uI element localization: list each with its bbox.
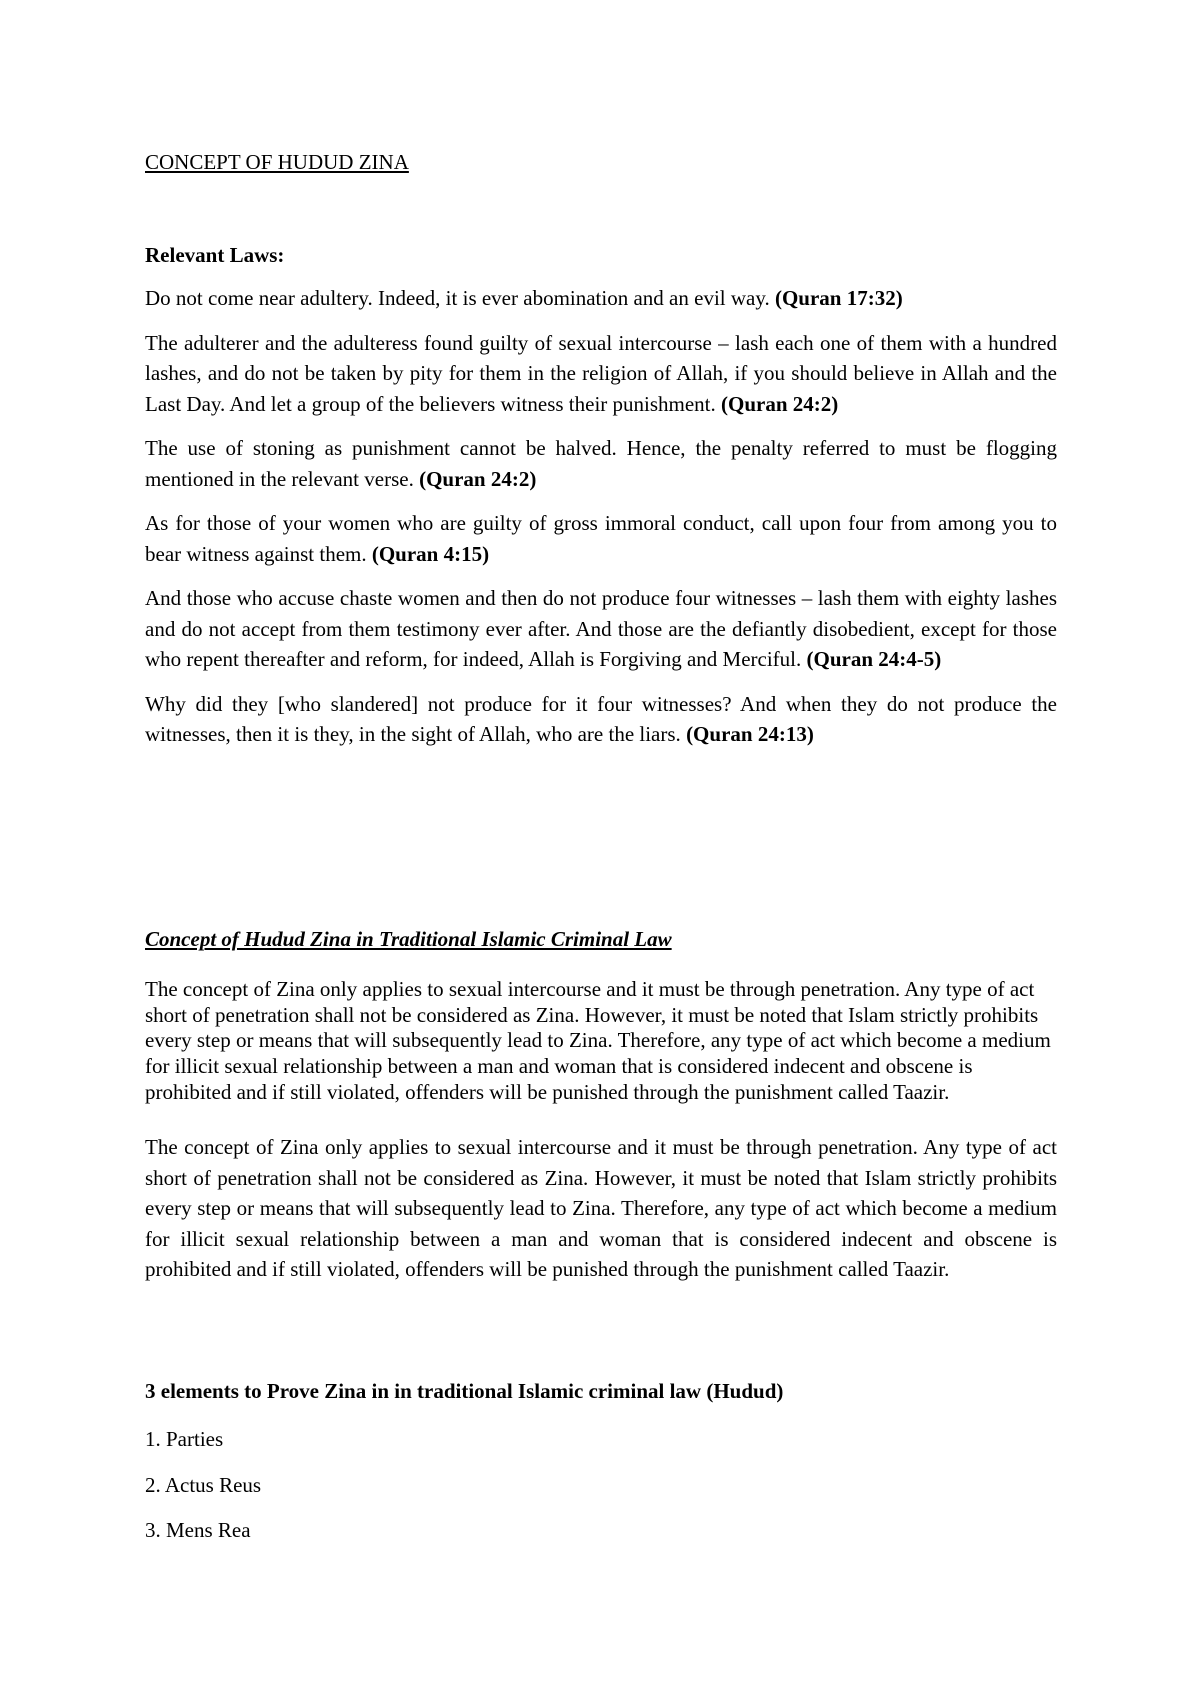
quran-reference: (Quran 24:4-5) (806, 647, 942, 671)
quran-reference: (Quran 4:15) (371, 541, 490, 566)
law-paragraph (145, 583, 1057, 675)
list-item: 1. Parties (145, 1427, 224, 1451)
concept-section-heading: Concept of Hudud Zina in Traditional Islamic Criminal Law (145, 927, 672, 951)
relevant-laws-heading: Relevant Laws: (145, 243, 285, 267)
law-paragraph (145, 328, 1057, 420)
quran-reference: (Quran 17:32) (774, 286, 903, 310)
law-paragraph (145, 508, 1057, 569)
law-text: The use of stoning as punishment cannot be halved. Hence, the penalty referred to must be flogging mentioned in the relevant verse. (145, 436, 1057, 491)
concept-paragraph: The concept of Zina only applies to sexual intercourse and it must be through penetration. Any type of act short of penetration shall not be considered as Zina. However, it must be noted that Islam strictly prohibits every step or means that will subsequently lead to Zina. Therefore, any type of act which become a medium for illicit sexual relationship between a man and woman that is considered indecent and obscene is prohibited and if still violated, offenders will be punished through the punishment called Taazir. (145, 1135, 1057, 1281)
law-text: Do not come near adultery. Indeed, it is ever abomination and an evil way. (145, 286, 775, 310)
relevant-laws-list (145, 283, 1057, 764)
law-paragraph (145, 433, 1057, 494)
law-text: As for those of your women who are guilty of gross immoral conduct, call upon four from among you to bear witness against them. (145, 511, 1057, 566)
law-text: And those who accuse chaste women and then do not produce four witnesses – lash them with eighty lashes and do not accept from them testimony ever after. And those are the defiantly disobedient, except for those who repent thereafter and reform, for indeed, Allah is Forgiving and Merciful. (145, 586, 1057, 671)
quran-reference: (Quran 24:2) (721, 391, 839, 416)
law-paragraph (145, 689, 1057, 750)
list-item: 3. Mens Rea (145, 1518, 251, 1542)
quran-reference: (Quran 24:13) (686, 722, 814, 746)
list-item: 2. Actus Reus (145, 1472, 262, 1497)
document-title: CONCEPT OF HUDUD ZINA (145, 150, 409, 174)
elements-list (145, 1424, 261, 1561)
law-paragraph (145, 283, 1057, 314)
quran-reference: (Quran 24:2) (419, 466, 537, 491)
law-text: Why did they [who slandered] not produce for it four witnesses? And when they do not produce the witnesses, then it is they, in the sight of Allah, who are the liars. (145, 691, 1057, 746)
elements-heading: 3 elements to Prove Zina in in traditional Islamic criminal law (Hudud) (145, 1379, 784, 1403)
concept-paragraph: The concept of Zina only applies to sexual intercourse and it must be through penetration. Any type of act short of penetration shall not be considered as Zina. However, it must be noted that Islam strictly prohibits every step or means that will subsequently lead to Zina. Therefore, any type of act which become a medium for illicit sexual relationship between a man and woman that is considered indecent and obscene is prohibited and if still violated, offenders will be punished through the punishment called Taazir. (145, 977, 1051, 1104)
law-text: The adulterer and the adulteress found guilty of sexual intercourse – lash each one of them with a hundred lashes, and do not be taken by pity for them in the religion of Allah, if you should believe in Allah and the Last Day. And let a group of the believers witness their punishment. (145, 330, 1057, 416)
